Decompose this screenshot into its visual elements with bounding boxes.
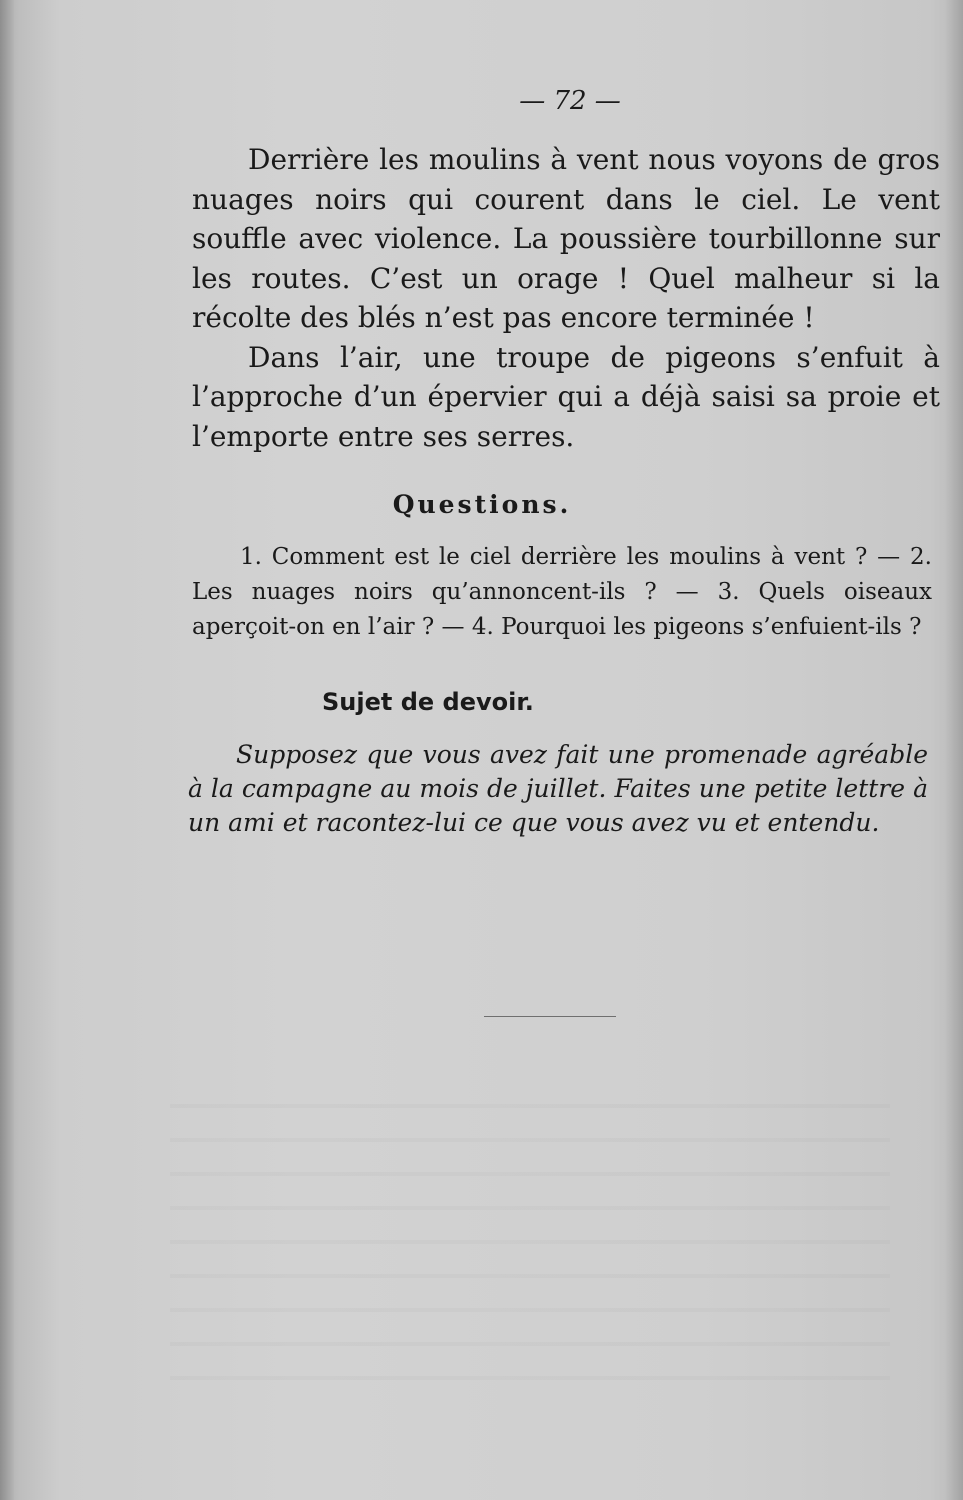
page-edge-shadow	[945, 0, 963, 1500]
page-number: — 72 —	[519, 86, 621, 116]
paragraph-storm: Derrière les moulins à vent nous voyons de gros nuages noirs qui courent dans le ciel. Le vent souffle avec violence. La poussière tourbillonne sur les routes. C’est un orage ! Quel malheur si la récolte des blés n’est pas encore terminée !	[192, 143, 940, 334]
questions-list: 1. Comment est le ciel derrière les moulins à vent ? — 2. Les nuages noirs qu’annoncent-ils ? — 3. Quels oiseaux aperçoit-on en l’air ? — 4. Pourquoi les pigeons s’enfuient-ils ?	[192, 544, 932, 640]
binding-gutter	[0, 0, 14, 1500]
devoir-heading: Sujet de devoir.	[322, 688, 534, 716]
devoir-instructions: Supposez que vous avez fait une promenade agréable à la campagne au mois de juillet. Faites une petite lettre à un ami et racontez-lui ce que vous avez vu et entendu.	[188, 740, 928, 837]
section-divider	[484, 1016, 616, 1017]
paragraph-pigeons: Dans l’air, une troupe de pigeons s’enfuit à l’approche d’un épervier qui a déjà saisi sa proie et l’emporte entre ses serres.	[192, 340, 940, 453]
questions-heading: Questions.	[392, 490, 572, 519]
reading-text	[192, 140, 940, 456]
bleed-through-texture	[170, 1080, 890, 1380]
